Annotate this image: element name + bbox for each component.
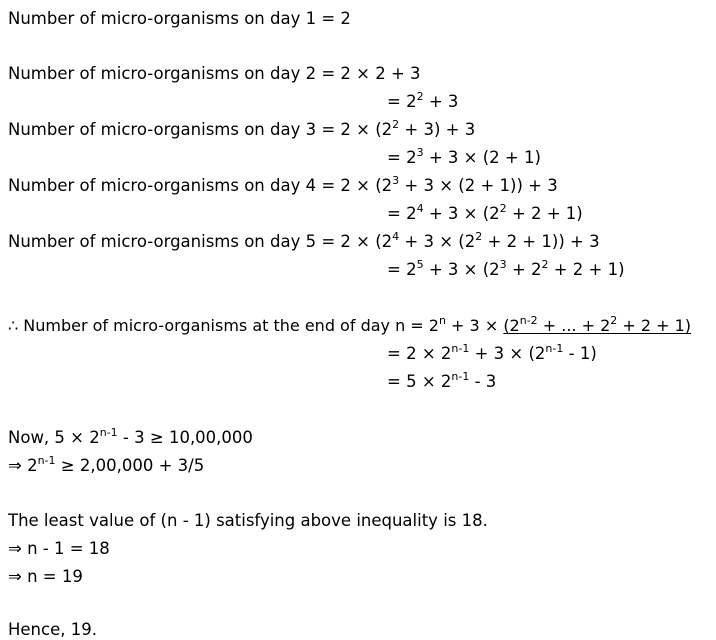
text: Number of micro-organisms on day 3 = 2 × (2 [8, 120, 393, 139]
line-day2-simplified [387, 92, 458, 112]
text: + 2 + 1) [506, 204, 583, 223]
text: - 3 ≥ 10,00,000 [117, 428, 253, 447]
text: + 2 + 1) [548, 260, 625, 279]
line-implies-1 [8, 456, 204, 476]
exponent: 2 [416, 90, 424, 103]
text: + ... + 2 [537, 316, 611, 335]
line-general-term [8, 316, 691, 336]
line-day4 [8, 176, 558, 196]
line-general-simplified-2 [387, 372, 496, 392]
exponent: n-1 [451, 342, 470, 355]
exponent: 2 [541, 258, 549, 271]
line-day3 [8, 120, 475, 140]
line-day1: Number of micro-organisms on day 1 = 2 [8, 9, 351, 28]
exponent: n-2 [519, 314, 538, 327]
line-day4-simplified [387, 204, 583, 224]
exponent: n-1 [451, 370, 470, 383]
text: (2 [503, 316, 520, 335]
text: + 3 [423, 92, 459, 111]
line-answer: Hence, 19. [8, 620, 97, 639]
text: ≥ 2,00,000 + 3/5 [55, 456, 205, 475]
line-inequality [8, 428, 253, 448]
exponent: 3 [499, 258, 507, 271]
line-implies-3: ⇒ n = 19 [8, 567, 83, 586]
exponent: 4 [392, 230, 400, 243]
exponent: 3 [416, 146, 424, 159]
line-day3-simplified [387, 148, 541, 168]
line-day5-simplified [387, 260, 625, 280]
text: = 5 × 2 [387, 372, 452, 391]
text: Number of micro-organisms on day 4 = 2 × (2 [8, 176, 393, 195]
text: = 2 [387, 92, 417, 111]
text: + 3 × (2 [423, 260, 500, 279]
text: + 3 × (2 + 1)) + 3 [399, 176, 558, 195]
exponent: 2 [499, 202, 507, 215]
text: Number of micro-organisms on day 5 = 2 × (2 [8, 232, 393, 251]
text: - 3 [469, 372, 497, 391]
text: - 1) [563, 344, 597, 363]
text: = 2 × 2 [387, 344, 452, 363]
text: Now, 5 × 2 [8, 428, 100, 447]
text: + 3 × [445, 316, 504, 335]
line-general-simplified-1 [387, 344, 597, 364]
underlined-series [503, 316, 691, 335]
text: ∴ Number of micro-organisms at the end of day n = 2 [8, 316, 439, 335]
text: = 2 [387, 148, 417, 167]
exponent: 3 [392, 174, 400, 187]
text: + 2 + 1) [617, 316, 692, 335]
exponent: 5 [416, 258, 424, 271]
line-day5 [8, 232, 600, 252]
text: + 3 × (2 [469, 344, 546, 363]
text: + 3 × (2 [399, 232, 476, 251]
text: + 3) + 3 [399, 120, 476, 139]
text: + 2 [506, 260, 542, 279]
text: ⇒ 2 [8, 456, 38, 475]
exponent: 2 [475, 230, 483, 243]
exponent: 2 [610, 314, 618, 327]
line-implies-2: ⇒ n - 1 = 18 [8, 539, 110, 558]
exponent: n-1 [99, 426, 118, 439]
exponent: 4 [416, 202, 424, 215]
line-day2: Number of micro-organisms on day 2 = 2 × 2 + 3 [8, 64, 421, 83]
text: = 2 [387, 204, 417, 223]
text: + 3 × (2 [423, 204, 500, 223]
line-least-value: The least value of (n - 1) satisfying above inequality is 18. [8, 511, 488, 530]
text: + 2 + 1)) + 3 [482, 232, 600, 251]
exponent: 2 [392, 118, 400, 131]
exponent: n [438, 314, 446, 327]
text: = 2 [387, 260, 417, 279]
text: + 3 × (2 + 1) [423, 148, 541, 167]
exponent: n-1 [545, 342, 564, 355]
exponent: n-1 [37, 454, 56, 467]
